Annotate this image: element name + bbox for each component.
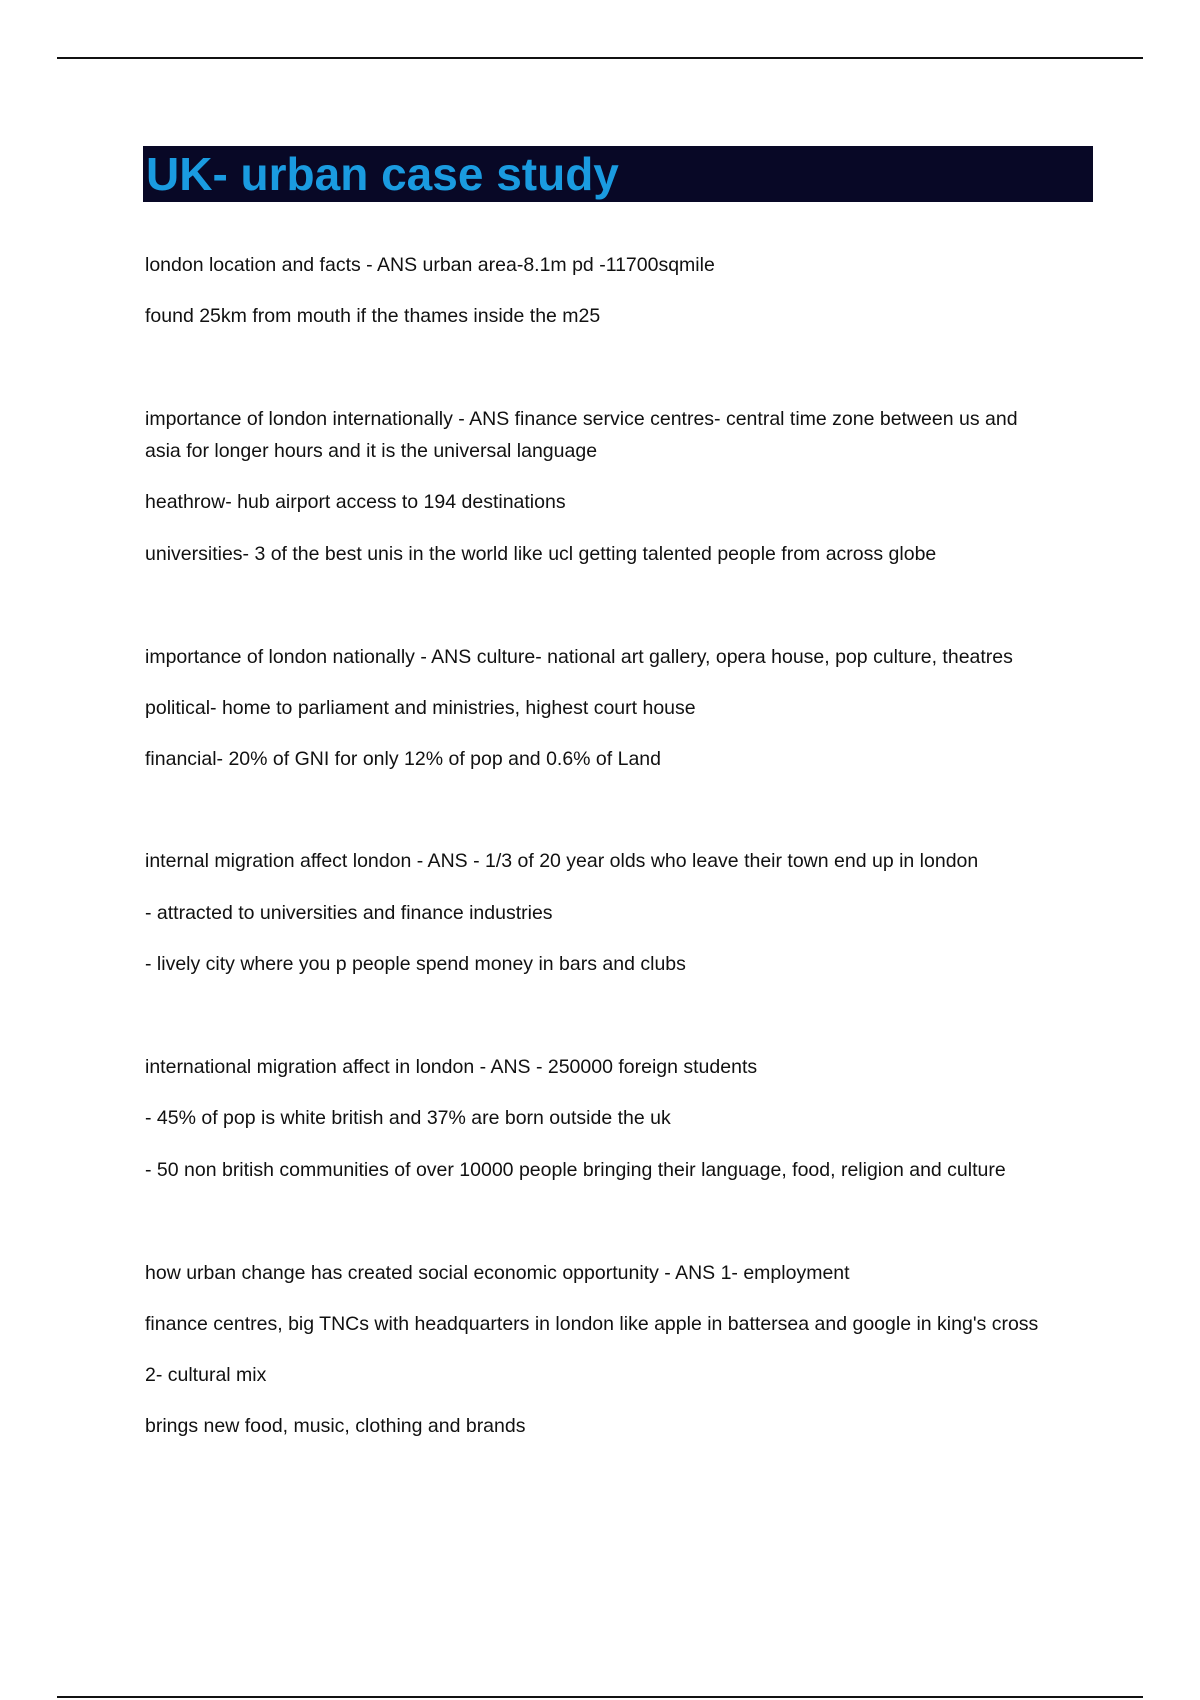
- text-line: brings new food, music, clothing and brands: [145, 1415, 526, 1437]
- text-line: - 50 non british communities of over 10000 people bringing their language, food, religion and culture: [145, 1159, 1006, 1181]
- top-rule: [57, 57, 1143, 59]
- bottom-rule: [57, 1696, 1143, 1698]
- text-line: 2- cultural mix: [145, 1364, 267, 1386]
- text-line: importance of london nationally - ANS culture- national art gallery, opera house, pop culture, theatres: [145, 646, 1013, 668]
- text-line: internal migration affect london - ANS - 1/3 of 20 year olds who leave their town end up in london: [145, 850, 979, 872]
- text-line: importance of london internationally - ANS finance service centres- central time zone between us and: [145, 408, 1018, 430]
- text-line: international migration affect in london - ANS - 250000 foreign students: [145, 1056, 758, 1078]
- text-line: asia for longer hours and it is the universal language: [145, 440, 598, 462]
- text-line: political- home to parliament and ministries, highest court house: [145, 697, 696, 719]
- text-line: how urban change has created social economic opportunity - ANS 1- employment: [145, 1262, 850, 1284]
- text-line: london location and facts - ANS urban area-8.1m pd -11700sqmile: [145, 254, 715, 276]
- text-line: heathrow- hub airport access to 194 destinations: [145, 491, 566, 513]
- text-line: - lively city where you p people spend money in bars and clubs: [145, 953, 686, 975]
- text-line: universities- 3 of the best unis in the world like ucl getting talented people from across globe: [145, 543, 937, 565]
- text-line: found 25km from mouth if the thames inside the m25: [145, 305, 601, 327]
- page-title: UK- urban case study: [146, 148, 619, 200]
- text-line: - attracted to universities and finance industries: [145, 902, 553, 924]
- text-line: finance centres, big TNCs with headquarters in london like apple in battersea and google in king's cross: [145, 1313, 1039, 1335]
- text-line: financial- 20% of GNI for only 12% of pop and 0.6% of Land: [145, 748, 661, 770]
- title-banner: [143, 146, 1093, 202]
- text-line: - 45% of pop is white british and 37% are born outside the uk: [145, 1107, 671, 1129]
